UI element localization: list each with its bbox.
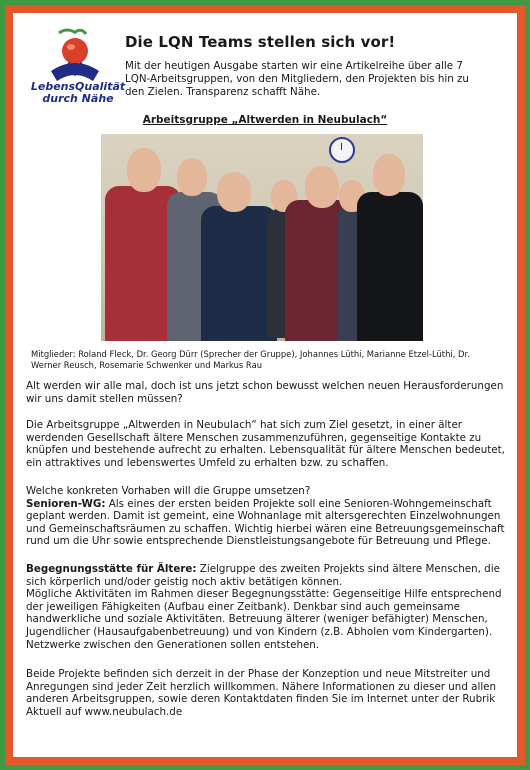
logo-wordmark xyxy=(29,81,127,105)
logo-line-2: durch Nähe xyxy=(42,92,114,105)
begegnungsstaette-text: Zielgruppe des zweiten Projekts sind ältere Menschen, die sich körperlich und/oder geistig noch aktiv betätigen können. xyxy=(26,563,500,588)
begegnungsstaette-label: Begegnungsstätte für Ältere: xyxy=(26,563,197,575)
clock-icon xyxy=(329,137,355,163)
page-title: Die LQN Teams stellen sich vor! xyxy=(125,33,396,51)
paragraph-4-more: Mögliche Aktivitäten im Rahmen dieser Begegnungsstätte: Gegenseitige Hilfe entsprechend der jeweiligen Fähigkeiten (Aufbau einer Zeitbank). Denkbar sind auch gemeinsame handwerkliche und soziale Aktivitäten. Betreuung älterer (weniger befähigter) Menschen, Jugendlicher (Hausaufgabenbetreuung) und von Kindern (z.B. Abholen vom Kindergarten). Netzwerke zwischen den Generationen sollen entstehen. xyxy=(26,588,502,651)
senioren-wg-label: Senioren-WG: xyxy=(26,497,106,510)
paragraph-1: Alt werden wir alle mal, doch ist uns jetzt schon bewusst welchen neuen Herausforderungen wir uns damit stellen müssen? xyxy=(26,380,504,405)
photo-caption: Mitglieder: Roland Fleck, Dr. Georg Dürr (Sprecher der Gruppe), Johannes Lüthi, Marianne Etzel-Lüthi, Dr. Werner Reusch, Rosemarie Schwenker und Markus Rau xyxy=(31,349,470,370)
section-title: Arbeitsgruppe „Altwerden in Neubulach“ xyxy=(142,114,388,126)
paragraph-3 xyxy=(26,485,506,548)
logo-line-1: LebensQualität xyxy=(30,80,126,93)
group-photo xyxy=(101,134,423,341)
paragraph-4 xyxy=(26,563,506,651)
paragraph-5: Beide Projekte befinden sich derzeit in der Phase der Konzeption und neue Mitstreiter und Anregungen sind jeder Zeit herzlich willkommen. Nähere Informationen zu dieser und allen anderen Arbeitsgruppen, sowie deren Kontaktdaten finden Sie im Internet unter der Rubrik Aktuell auf www.neubulach.de xyxy=(26,668,497,718)
paragraph-4-body xyxy=(26,563,506,588)
paragraph-3-question: Welche konkreten Vorhaben will die Gruppe umsetzen? xyxy=(26,485,311,497)
intro-text: Mit der heutigen Ausgabe starten wir eine Artikelreihe über alle 7 LQN-Arbeitsgruppen, von den Mitgliedern, den Projekten bis hin zu den Zielen. Transparenz schafft Nähe. xyxy=(125,60,469,98)
paragraph-2: Die Arbeitsgruppe „Altwerden in Neubulach“ hat sich zum Ziel gesetzt, in einer älter werdenden Gesellschaft ältere Menschen zusammenzuführen, gegenseitige Kontakte zu knüpfen und bestehende aufrecht zu erhalten. Lebensqualität für ältere Menschen bedeutet, ein attraktives und lebenswertes Umfeld zu erhalten bzw. zu schaffen. xyxy=(26,419,505,469)
newsletter-sheet xyxy=(13,13,517,757)
paragraph-3-body xyxy=(26,498,506,548)
senioren-wg-text: Als eines der ersten beiden Projekte soll eine Senioren-Wohngemeinschaft geplant werden. Damit ist gemeint, eine Wohnanlage mit altersgerechten Einzelwohnungen und Gemeinschaftsräumen zu schaffen. Wichtig hierbei wären eine Betreuungsgemeinschaft rund um die Uhr sowie entsprechende Dienstleistungsangebote für Betreuung und Pflege. xyxy=(26,497,505,548)
